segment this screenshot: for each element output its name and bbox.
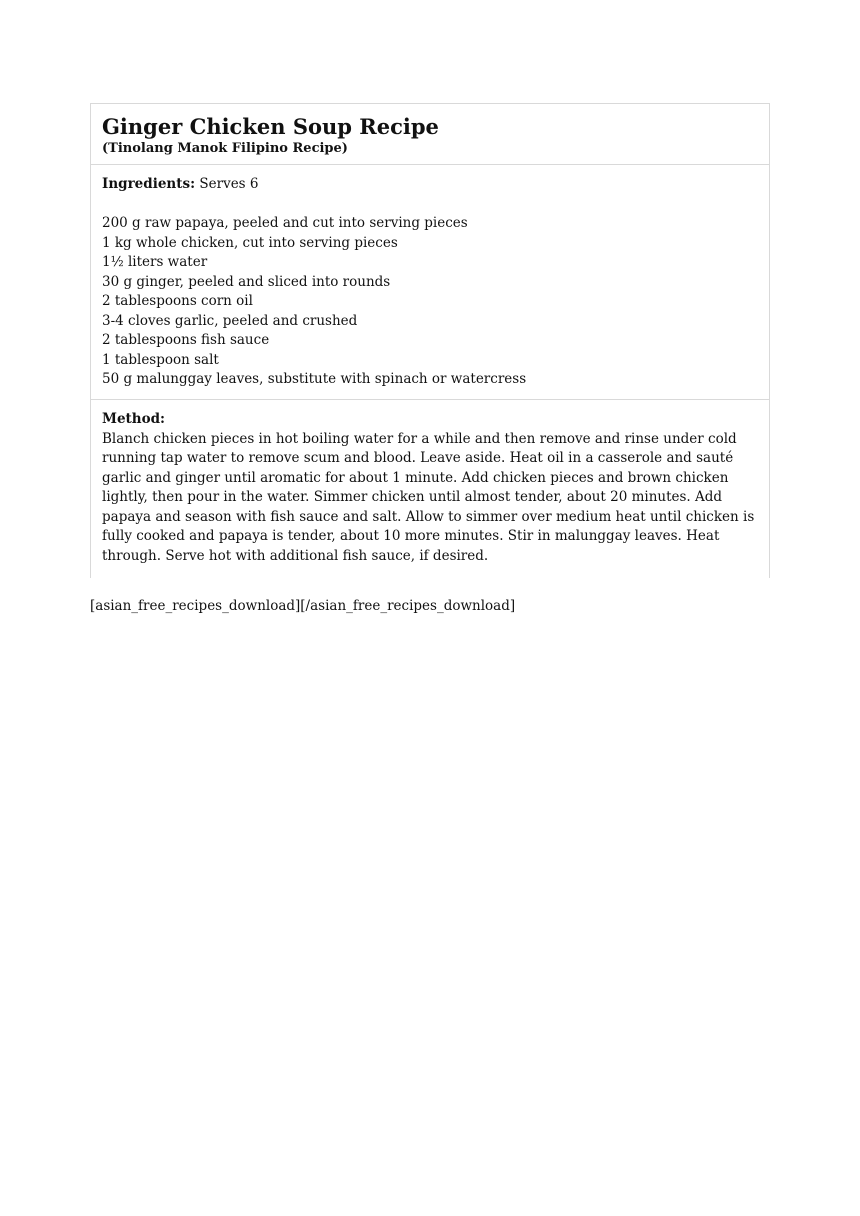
method-label: Method:: [102, 411, 166, 427]
recipe-title: Ginger Chicken Soup Recipe: [102, 114, 439, 139]
ingredient-item: 1 tablespoon salt: [102, 351, 219, 368]
ingredient-item: 2 tablespoons corn oil: [102, 293, 253, 309]
recipe-header: [91, 104, 769, 165]
ingredient-item: 1 kg whole chicken, cut into serving pieces: [102, 234, 398, 251]
ingredient-item: 50 g malunggay leaves, substitute with spinach or watercress: [102, 371, 527, 387]
ingredient-item: 30 g ginger, peeled and sliced into rounds: [102, 273, 391, 290]
ingredients-label: Ingredients:: [102, 176, 196, 192]
method-text: Blanch chicken pieces in hot boiling water for a while and then remove and rinse under cold running tap water to remove scum and blood. Leave aside. Heat oil in a casserole and sauté garlic and ginger until aromatic for about 1 minute. Add chicken pieces and brown chicken lightly, then pour in the water. Simmer chicken until almost tender, about 20 minutes. Add papaya and season with fish sauce and salt. Allow to simmer over medium heat until chicken is fully cooked and papaya is tender, about 10 more minutes. Stir in malunggay leaves. Heat through. Serve hot with additional fish sauce, if desired.: [102, 430, 755, 564]
ingredient-item: 2 tablespoons fish sauce: [102, 332, 270, 348]
recipe-subtitle: (Tinolang Manok Filipino Recipe): [102, 141, 348, 156]
ingredients-section: [91, 165, 769, 400]
download-shortcode: [asian_free_recipes_download][/asian_free_recipes_download]: [90, 598, 516, 614]
ingredients-heading: [102, 175, 758, 195]
ingredient-item: 200 g raw papaya, peeled and cut into serving pieces: [102, 215, 468, 231]
ingredients-list: [102, 214, 758, 390]
serves-text: Serves 6: [199, 176, 259, 192]
recipe-card: [90, 103, 770, 578]
ingredient-item: 3-4 cloves garlic, peeled and crushed: [102, 312, 358, 329]
ingredient-item: 1½ liters water: [102, 254, 208, 270]
method-section: [91, 400, 769, 578]
